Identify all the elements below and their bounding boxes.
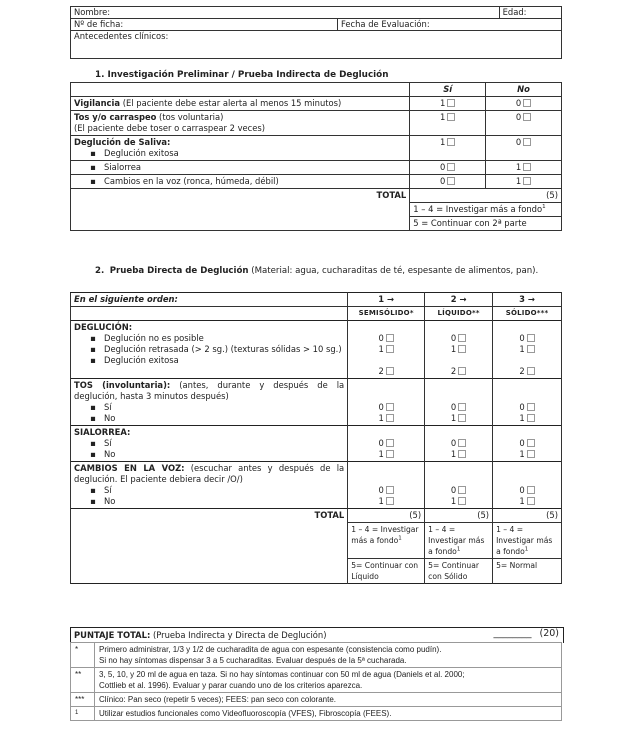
row-tos: Tos y/o carraspeo (tos voluntaria) (El paciente debe toser o carraspear 2 veces) 1 0 <box>71 111 562 136</box>
total-liquido[interactable]: (5) <box>425 509 493 523</box>
scores-semisolido[interactable]: 0 1 <box>348 426 425 462</box>
puntaje-total-row <box>70 627 564 643</box>
bullet-icon: ▪ <box>90 333 96 343</box>
scores-solido[interactable]: 0 1 <box>493 462 562 509</box>
scores-liquido[interactable]: 0 1 <box>425 426 493 462</box>
score-no[interactable]: 1 <box>486 161 562 175</box>
bullet-icon: ▪ <box>90 402 96 412</box>
row-cambios-voz: ▪ Cambios en la voz (ronca, húmeda, débil) 0 1 <box>71 175 562 189</box>
footnote-mark: * <box>71 643 95 668</box>
bullet-icon: ▪ <box>90 148 96 158</box>
checkbox-icon[interactable] <box>523 163 531 171</box>
checkbox-icon[interactable] <box>458 345 466 353</box>
group-deglucion: DEGLUCIÓN: ▪ Deglución no es posible ▪ Deglución retrasada (> 2 sg.) (texturas sólidas > 10 sg.) ▪ Deglución exitosa 0 1 2 0 1 2 0 1 2 <box>71 321 562 379</box>
checkbox-icon[interactable] <box>386 439 394 447</box>
scores-liquido[interactable]: 0 1 <box>425 462 493 509</box>
bullet-icon: ▪ <box>90 344 96 354</box>
footnote-row <box>71 643 562 668</box>
scores-semisolido[interactable]: 0 1 2 <box>348 321 425 379</box>
score-no[interactable]: 0 <box>486 111 562 136</box>
footnote-text: Primero administrar, 1/3 y 1/2 de cucharadita de agua con espesante (consistencia como pudín). Si no hay síntomas dispensar 3 a 5 cucharaditas. Evaluar después de la 5ª cucharada. <box>95 643 562 668</box>
checkbox-icon[interactable] <box>447 163 455 171</box>
checkbox-icon[interactable] <box>527 403 535 411</box>
edad-field[interactable]: Edad: <box>499 7 561 19</box>
scores-semisolido[interactable]: 0 1 <box>348 462 425 509</box>
row-sialorrea: ▪ Sialorrea 0 1 <box>71 161 562 175</box>
investigate-solido: 1 – 4 = Investigar más a fondo$^1$ <box>493 523 562 559</box>
footnote-mark: ** <box>71 668 95 693</box>
order-label: En el siguiente orden: <box>71 293 348 307</box>
row-vigilancia: Vigilancia (El paciente debe estar alerta al menos 15 minutos) 1 0 <box>71 97 562 111</box>
score-si[interactable]: 1 <box>410 111 486 136</box>
group-cambios-voz: CAMBIOS EN LA VOZ: (escuchar antes y después de la deglución. El paciente debiera decir /O/) ▪ Sí ▪ No 0 1 0 1 0 1 <box>71 462 562 509</box>
col-step-3: 3 → <box>493 293 562 307</box>
footnote-row <box>71 707 562 721</box>
checkbox-icon[interactable] <box>386 345 394 353</box>
checkbox-icon[interactable] <box>458 414 466 422</box>
scores-semisolido[interactable]: 0 1 <box>348 379 425 426</box>
col-step-2: 2 → <box>425 293 493 307</box>
checkbox-icon[interactable] <box>527 334 535 342</box>
checkbox-icon[interactable] <box>458 486 466 494</box>
bullet-icon: ▪ <box>90 162 96 172</box>
score-si[interactable]: 1 <box>410 136 486 161</box>
checkbox-icon[interactable] <box>447 138 455 146</box>
checkbox-icon[interactable] <box>523 177 531 185</box>
footnote-mark: *** <box>71 693 95 707</box>
bullet-icon: ▪ <box>90 449 96 459</box>
checkbox-icon[interactable] <box>523 138 531 146</box>
total-semisolido[interactable]: (5) <box>348 509 425 523</box>
scores-solido[interactable]: 0 1 <box>493 379 562 426</box>
row-total <box>71 189 562 203</box>
total-label: TOTAL <box>71 509 348 584</box>
checkbox-icon[interactable] <box>527 486 535 494</box>
puntaje-label: PUNTAJE TOTAL: (Prueba Indirecta y Directa de Deglución) <box>74 630 327 640</box>
checkbox-icon[interactable] <box>527 450 535 458</box>
checkbox-icon[interactable] <box>527 439 535 447</box>
col-liquido: LÍQUIDO** <box>425 307 493 321</box>
row-deglucion-saliva: Deglución de Saliva: ▪ Deglución exitosa 1 0 <box>71 136 562 161</box>
checkbox-icon[interactable] <box>386 367 394 375</box>
investigate-semisolido: 1 – 4 = Investigar más a fondo$^1$ <box>348 523 425 559</box>
checkbox-icon[interactable] <box>458 439 466 447</box>
scores-solido[interactable]: 0 1 2 <box>493 321 562 379</box>
investigate-liquido: 1 – 4 = Investigar más a fondo$^1$ <box>425 523 493 559</box>
section1-title: 1. Investigación Preliminar / Prueba Indirecta de Deglución <box>95 70 389 80</box>
section1-table <box>70 82 562 231</box>
group-sialorrea: SIALORREA: ▪ Sí ▪ No 0 1 0 1 0 1 <box>71 426 562 462</box>
checkbox-icon[interactable] <box>447 113 455 121</box>
checkbox-icon[interactable] <box>523 99 531 107</box>
checkbox-icon[interactable] <box>447 99 455 107</box>
bullet-icon: ▪ <box>90 496 96 506</box>
col-no: No <box>486 83 562 97</box>
footnote-mark: 1 <box>71 707 95 721</box>
col-step-1: 1 → <box>348 293 425 307</box>
checkbox-icon[interactable] <box>458 497 466 505</box>
result-continue: 5 = Continuar con 2ª parte <box>410 217 562 231</box>
footnote-row <box>71 668 562 693</box>
result-investigate: 1 – 4 = Investigar más a fondo$^1$ <box>410 203 562 217</box>
checkbox-icon[interactable] <box>386 450 394 458</box>
checkbox-icon[interactable] <box>527 345 535 353</box>
puntaje-value[interactable]: ________ (20) <box>493 628 559 639</box>
checkbox-icon[interactable] <box>458 403 466 411</box>
antecedentes-field[interactable]: Antecedentes clínicos: <box>71 31 562 59</box>
scores-solido[interactable]: 0 1 <box>493 426 562 462</box>
score-no[interactable]: 0 <box>486 97 562 111</box>
footnote-row <box>71 693 562 707</box>
checkbox-icon[interactable] <box>523 113 531 121</box>
score-si[interactable]: 1 <box>410 97 486 111</box>
col-semisolido: SEMISÓLIDO* <box>348 307 425 321</box>
continue-semisolido: 5= Continuar con Líquido <box>348 559 425 584</box>
row-total <box>71 509 562 523</box>
nombre-field[interactable]: Nombre: <box>71 7 500 19</box>
bullet-icon: ▪ <box>90 485 96 495</box>
checkbox-icon[interactable] <box>458 367 466 375</box>
score-si[interactable]: 0 <box>410 161 486 175</box>
total-value[interactable]: (5) <box>410 189 562 203</box>
bullet-icon: ▪ <box>90 413 96 423</box>
ficha-field[interactable]: Nº de ficha: <box>71 19 338 31</box>
total-label: TOTAL <box>71 189 410 231</box>
checkbox-icon[interactable] <box>386 334 394 342</box>
blank-header <box>71 83 410 97</box>
continue-liquido: 5= Continuar con Sólido <box>425 559 493 584</box>
scores-liquido[interactable]: 0 1 2 <box>425 321 493 379</box>
section2-table <box>70 292 562 584</box>
score-no[interactable]: 0 <box>486 136 562 161</box>
fecha-field[interactable]: Fecha de Evaluación: <box>338 19 562 31</box>
checkbox-icon[interactable] <box>527 367 535 375</box>
checkbox-icon[interactable] <box>447 177 455 185</box>
bullet-icon: ▪ <box>90 438 96 448</box>
continue-solido: 5= Normal <box>493 559 562 584</box>
footnotes-table <box>70 642 562 721</box>
bullet-icon: ▪ <box>90 176 96 186</box>
checkbox-icon[interactable] <box>458 450 466 458</box>
score-si[interactable]: 0 <box>410 175 486 189</box>
footnote-text: 3, 5, 10, y 20 ml de agua en taza. Si no hay síntomas continuar con 50 ml de agua (Daniels et al. 2000; Cottlieb et al. 1996). Evaluar y parar cuando uno de los criterios aparezca. <box>95 668 562 693</box>
col-si: Sí <box>410 83 486 97</box>
checkbox-icon[interactable] <box>386 414 394 422</box>
bullet-icon: ▪ <box>90 355 96 365</box>
checkbox-icon[interactable] <box>386 403 394 411</box>
score-no[interactable]: 1 <box>486 175 562 189</box>
checkbox-icon[interactable] <box>386 486 394 494</box>
scores-liquido[interactable]: 0 1 <box>425 379 493 426</box>
patient-info-table <box>70 6 562 59</box>
footnote-text: Clínico: Pan seco (repetir 5 veces); FEES: pan seco con colorante. <box>95 693 562 707</box>
section2-title: 2. Prueba Directa de Deglución (Material: agua, cucharaditas de té, espesante de alimentos, pan). <box>95 266 539 276</box>
footnote-text: Utilizar estudios funcionales como Videofluoroscopía (VFES), Fibroscopía (FEES). <box>95 707 562 721</box>
group-tos: TOS (involuntaria): (antes, durante y después de la deglución, hasta 3 minutos después) ▪ Sí ▪ No 0 1 0 1 0 1 <box>71 379 562 426</box>
checkbox-icon[interactable] <box>527 414 535 422</box>
total-solido[interactable]: (5) <box>493 509 562 523</box>
checkbox-icon[interactable] <box>386 497 394 505</box>
checkbox-icon[interactable] <box>527 497 535 505</box>
checkbox-icon[interactable] <box>458 334 466 342</box>
col-solido: SÓLIDO*** <box>493 307 562 321</box>
